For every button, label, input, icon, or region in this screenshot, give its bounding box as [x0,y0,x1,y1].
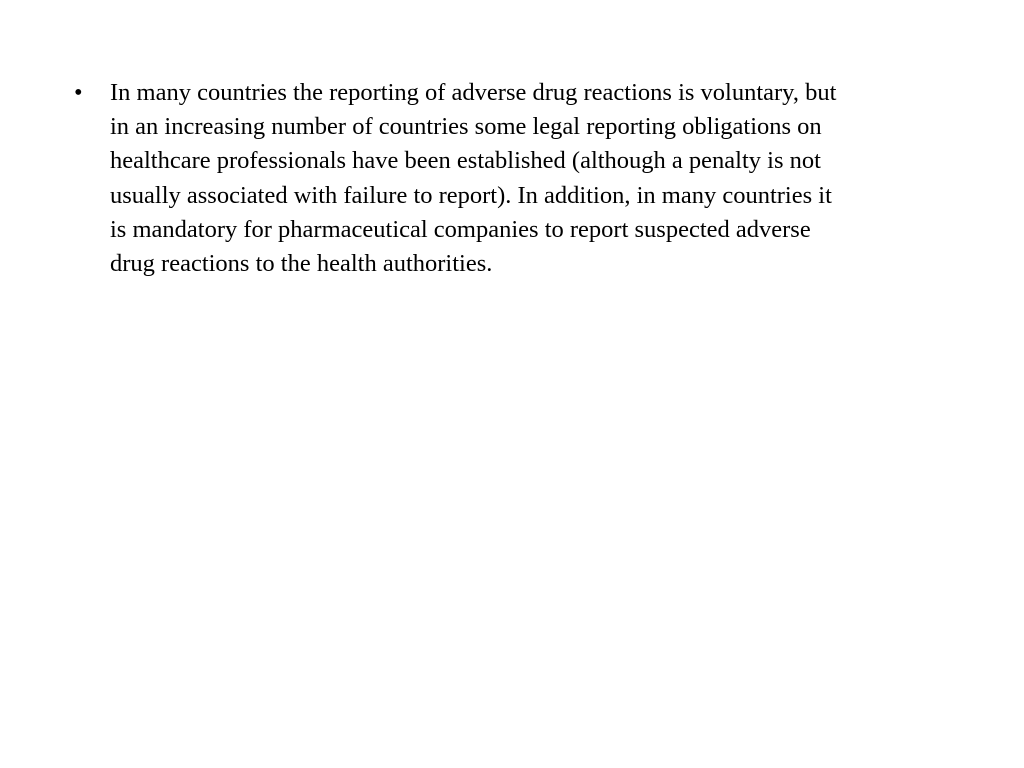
bullet-text-line: drug reactions to the health authorities. [110,250,493,278]
bullet-icon: • [74,79,83,106]
bullet-item [74,76,974,281]
bullet-text-line: usually associated with failure to report). In addition, in many countries it [110,181,832,209]
slide-content [74,76,974,281]
bullet-text-line: In many countries the reporting of adverse drug reactions is voluntary, but [110,79,837,106]
bullet-text-line: is mandatory for pharmaceutical companies to report suspected adverse [110,215,811,243]
bullet-text-line: in an increasing number of countries some legal reporting obligations on [110,113,822,141]
bullet-list [74,76,974,281]
bullet-text-line: healthcare professionals have been established (although a penalty is not [110,147,821,175]
